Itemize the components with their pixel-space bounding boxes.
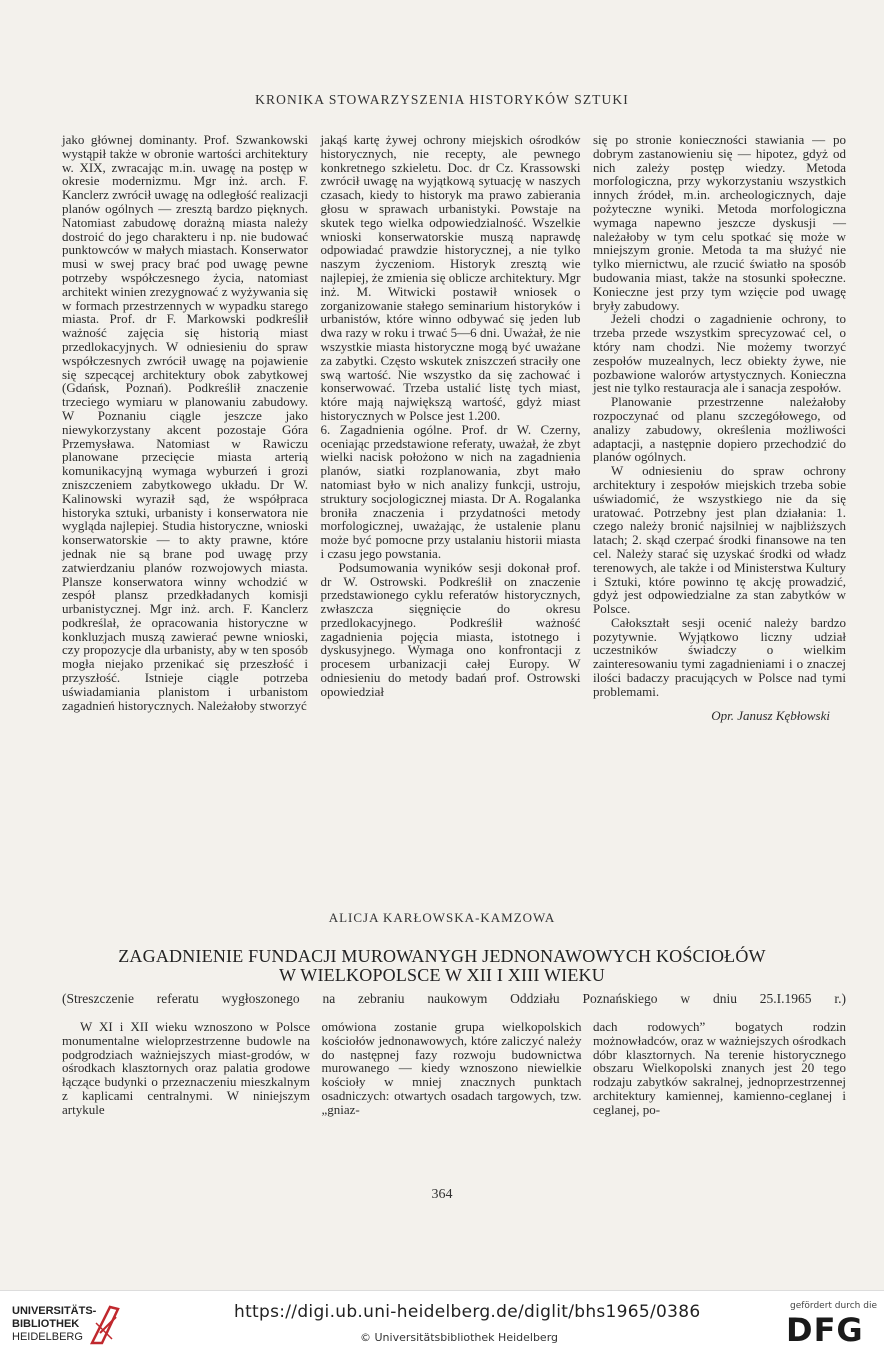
- top-col2-paragraph-2: 6. Zagadnienia ogólne. Prof. dr W. Czerny, oceniając przedstawione referaty, uważał, że zbyt wielki nacisk położono w nich na zagadnienia planów, siatki rozplanowania, zbyt mało natomiast było w nich analizy funkcji, ustroju, struktury socjologicznej miasta. Dr A. Rogalanka broniła znaczenia i przydatności metody morfologicznej, uważając, że ustalenie planu może być pomocne przy ustalaniu historii miasta i czasu jego powstania.: [320, 421, 581, 561]
- funded-by-label: gefördert durch die: [790, 1301, 877, 1311]
- article-title-line-2: W WIELKOPOLSCE W XII I XIII WIEKU: [279, 965, 605, 985]
- university-library-logo[interactable]: [12, 1305, 96, 1344]
- article-column-3: [593, 1020, 846, 1117]
- top-col2-paragraph-1: jakąś kartę żywej ochrony miejskich ośrodków historycznych, nie recepty, ale pewnego konkretnego szkieletu. Doc. dr Cz. Krassowski zwrócił uwagę na wyjątkową sytuację w naszych czasach, kiedy to historyk ma prawo zabierania głosu w sprawach urbanistyki. Powstaje na skutek tego wielka odpowiedzialność. Wszelkie wnioski konserwatorskie muszą naprawdę odpowiadać prawdzie historycznej, a nie tylko naszym życzeniom. Historyk zresztą wie najlepiej, że zmienia się oblicze architektury. Mgr inż. M. Witwicki postawił wniosek o zorganizowanie stałego seminarium historyków i urbanistów, które winno odbywać się jeden lub dwa razy w roku i trwać 5—6 dni. Uważał, że nie wszystkie miasta historyczne mogą być uważane za zabytki. Często wskutek zniszczeń straciły one swą wartość. Nie wszystko da się zachować i konserwować. Trzeba ustalić listę tych miast, które mają największą wartość, gdyż miast historycznych w Polsce jest 1.200.: [320, 132, 581, 423]
- article-title: [0, 947, 884, 985]
- permalink-url[interactable]: https://digi.ub.uni-heidelberg.de/diglit/bhs1965/0386: [234, 1302, 701, 1322]
- article-subtitle: (Streszczenie referatu wygłoszonego na zebraniu naukowym Oddziału Poznańskiego w dniu 25.I.1965 r.): [62, 991, 846, 1006]
- top-col3-paragraph-1: się po stronie konieczności stawiania — po dobrym zastanowieniu się — hipotez, gdyż od nich zależy postęp wiedzy. Metoda morfologiczna, przy wykorzystaniu wszystkich innych źródeł, m.in. archeologicznych, daje pożyteczne wyniki. Metoda morfologiczna wymaga napewno jeszcze dyskusji — należałoby w tym celu spotkać się może w mniejszym gronie. Metoda ta ma służyć nie tylko miernictwu, ale rzucić światło na sposób budowania miast, także na stosunki społeczne. Konieczne jest przy tym wzięcie pod uwagę bryły zabudowy.: [593, 132, 846, 313]
- library-seal-icon: [88, 1303, 124, 1347]
- article-columns: [62, 1020, 846, 1117]
- running-head: KRONIKA STOWARZYSZENIA HISTORYKÓW SZTUKI: [255, 92, 629, 107]
- viewer-footer: [0, 1290, 884, 1360]
- top-columns: [62, 133, 846, 722]
- top-column-2: [321, 133, 581, 722]
- top-column-1: [62, 133, 308, 722]
- uni-line-1: UNIVERSITÄTS-: [12, 1305, 97, 1317]
- article-column-1: [62, 1020, 310, 1117]
- signature: Opr. Janusz Kębłowski: [711, 707, 830, 723]
- article-column-2: [322, 1020, 582, 1117]
- top-column-3: [593, 133, 846, 722]
- top-col3-paragraph-3: Planowanie przestrzenne należałoby rozpoczynać od planu szczegółowego, od analizy zabudowy, określenia możliwości adaptacji, a następnie dopiero przechodzić do planów ogólnych.: [593, 394, 846, 465]
- article-col2-paragraph: omówiona zostanie grupa wielkopolskich kościołów jednonawowych, które zaliczyć należy do następnej fazy rozwoju budownictwa murowanego — kiedy wznoszono niewielkie kościoły w mniej znacznych punktach osadniczych: otwartych osadach targowych, tzw. „gniaz-: [321, 1019, 582, 1117]
- copyright-notice: © Universitätsbibliothek Heidelberg: [360, 1331, 559, 1344]
- top-col1-paragraph-1: jako głównej dominanty. Prof. Szwankowski wystąpił także w obronie wartości architektury w. XIX, zwracając m.in. uwagę na postęp w okresie modernizmu. Mgr inż. arch. F. Kanclerz zwrócił uwagę na odległość realizacji planów ogólnych — zresztą bardzo pięknych. Natomiast zabudowę dorażną miasta należy dostroić do jego charakteru i np. nie budować punktowców w małych miastach. Konserwator musi w swej pracy brać pod uwagę pewne potrzeby współczesnego życia, natomiast architekt winien zrezygnować z wyżywania się w formach przestrzennych w wypadku starego miasta. Prof. dr F. Markowski podkreślił ważność zajęcia się historią miast przedlokacyjnych. W odniesieniu do spraw współczesnych zwrócił uwagę na pojawienie się szpecącej architektury obok zabytkowej (Gdańsk, Poznań). Podkreślił znaczenie trzeciego wymiaru w planowaniu zabudowy. W Poznaniu ciągle jeszcze jako niewykorzystany akcent pozostaje Góra Przemysława. Natomiast w Rawiczu planowane przecięcie miasta arterią komunikacyjną wymaga wyburzeń i grozi zniszczeniem zabytkowego układu. Dr W. Kalinowski wyraził sąd, że współpraca historyka sztuki, urbanisty i konserwatora nie wygląda najlepiej. Studia historyczne, wnioski konserwatorskie — to akty prawne, które jednak nie są brane pod uwagę przy zatwierdzaniu planów rozwojowych miasta. Plansze konserwatora winny wchodzić w zespół plansz przedkładanych komisji urbanistycznej. Mgr inż. arch. F. Kanclerz podkreślał, że opracowania historyczne w konkluzjach muszą zawierać pewne wnioski, czy propozycje dla urbanisty, aby w ten sposób mogła niejako przenikać się przeszłość i przyszłość. Istnieje ciągle potrzeba uświadamiania planistom i urbanistom zagadnień historycznych. Należałoby stworzyć: [62, 132, 308, 713]
- uni-line-2: BIBLIOTHEK: [12, 1318, 80, 1330]
- top-col3-paragraph-2: Jeżeli chodzi o zagadnienie ochrony, to trzeba przede wszystkim sprecyzować cel, o który nam chodzi. Nie możemy tworzyć zespołów muzealnych, lecz obiekty żywe, nie pozbawione walorów artystycznych. Konieczna jest nie tylko restauracja ale i sanacja zespołów.: [593, 311, 846, 396]
- article-title-line-1: ZAGADNIENIE FUNDACJI MUROWANYGH JEDNONAWOWYCH KOŚCIOŁÓW: [118, 946, 766, 966]
- article-col3-paragraph: dach rodowych” bogatych rodzin możnowładców, oraz w ważniejszych ośrodkach dóbr klasztornych. Na terenie historycznego obszaru Wielkopolski znanych jest 20 tego rodzaju zabytków sakralnej, jednoprzestrzennej architektury kamiennej, kamienno-ceglanej i ceglanej, po-: [593, 1019, 846, 1117]
- uni-line-3: HEIDELBERG: [12, 1331, 83, 1343]
- top-col3-paragraph-4: W odniesieniu do spraw ochrony architektury i zespołów miejskich trzeba sobie uświadomić, że wszystkiego nie da się uratować. Potrzebny jest plan działania: 1. czego należy bronić najsilniej w najbliższych latach; 2. skąd czerpać środki finansowe na ten cel. Należy starać się uzyskać środki od władz terenowych, ale także i od Ministerstwa Kultury i Sztuki, które powinno tę akcję prowadzić, gdyż jest odpowiedzialne za stan zabytków w Polsce.: [593, 463, 846, 617]
- top-col2-paragraph-3: Podsumowania wyników sesji dokonał prof. dr W. Ostrowski. Podkreślił on znaczenie przedstawionego cyklu referatów historycznych, zwłaszcza sięgnięcie do okresu przedlokacyjnego. Podkreślił ważność zagadnienia pojęcia miasta, istotnego i dyskusyjnego. Wymaga ono konfrontacji z procesem urbanizacji całej Europy. W odniesieniu do metody badań prof. Ostrowski opowiedział: [320, 559, 581, 699]
- page-number: 364: [431, 1187, 453, 1202]
- top-col3-paragraph-5: Całokształt sesji ocenić należy bardzo pozytywnie. Wyjątkowo liczny udział uczestników świadczy o wielkim zainteresowaniu tymi zagadnieniami i o znaczej ilości badaczy pracujących w Polsce nad tymi problemami.: [593, 614, 846, 699]
- article-col1-paragraph: W XI i XII wieku wznoszono w Polsce monumentalne wieloprzestrzenne budowle na podgrodziach ważniejszych miast-grodów, w ośrodkach klasztornych oraz palatia grodowe łączące budynki o przeznaczeniu mieszkalnym z kaplicami centralnymi. W niniejszym artykule: [62, 1019, 310, 1117]
- article-author: ALICJA KARŁOWSKA-KAMZOWA: [328, 910, 556, 925]
- dfg-logo[interactable]: DFG: [786, 1311, 864, 1349]
